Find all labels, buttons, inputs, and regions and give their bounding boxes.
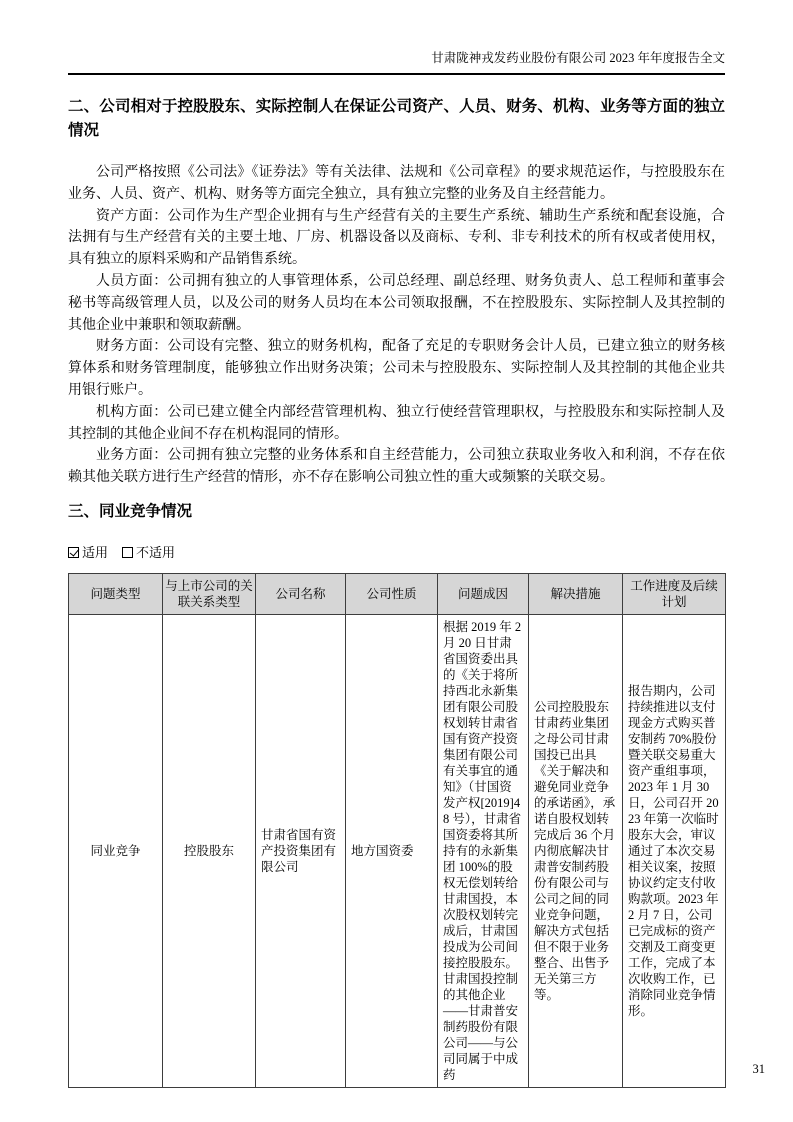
table-row	[69, 614, 726, 1087]
col-header-company-name: 公司名称	[256, 573, 346, 614]
col-header-solution: 解决措施	[529, 573, 623, 614]
col-header-relationship-type: 与上市公司的关联关系类型	[163, 573, 256, 614]
col-header-issue-type: 问题类型	[69, 573, 163, 614]
cell-company-name: 甘肃省国有资产投资集团有限公司	[256, 614, 346, 1087]
independence-paragraphs	[68, 162, 725, 489]
cell-issue-type: 同业竞争	[69, 614, 163, 1087]
table-header-row	[69, 573, 726, 614]
running-header: 甘肃陇神戎发药业股份有限公司 2023 年年度报告全文	[68, 50, 725, 75]
cell-company-nature: 地方国资委	[346, 614, 438, 1087]
col-header-company-nature: 公司性质	[346, 573, 438, 614]
section-heading-independence: 二、公司相对于控股股东、实际控制人在保证公司资产、人员、财务、机构、业务等方面的独立情况	[68, 98, 725, 139]
applicability-row	[68, 545, 725, 560]
cell-progress-plan: 报告期内，公司持续推进以支付现金方式购买普安制药 70%股份暨关联交易重大资产重组事项，2023 年 1 月 30 日，公司召开 2023 年第一次临时股东大会，审议通过了本次交易相关议案，按照协议约定支付收购款项。2023 年 2 月 7 日，公司已完成标的资产交割及工商变更工作，完成了本次收购工作，已消除同业竞争情形。	[623, 614, 726, 1087]
cell-relationship-type: 控股股东	[163, 614, 256, 1087]
section-heading-competition: 三、同业竞争情况	[68, 502, 193, 520]
paragraph-business: 业务方面：公司拥有独立完整的业务体系和自主经营能力，公司独立获取业务收入和利润，不存在依赖其他关联方进行生产经营的情形，亦不存在影响公司独立性的重大或频繁的关联交易。	[68, 448, 725, 486]
applicable-label: 适用	[82, 544, 109, 560]
not-applicable-option	[122, 545, 175, 560]
paragraph-assets: 资产方面：公司作为生产型企业拥有与生产经营有关的主要生产系统、辅助生产系统和配套设施，合法拥有与生产经营有关的主要土地、厂房、机器设备以及商标、专利、非专利技术的所有权或者使用权，具有独立的原料采购和产品销售系统。	[68, 208, 725, 268]
col-header-progress-plan: 工作进度及后续计划	[623, 573, 726, 614]
page-number: 31	[752, 1062, 765, 1076]
not-applicable-label: 不适用	[136, 544, 176, 560]
paragraph-personnel: 人员方面：公司拥有独立的人事管理体系，公司总经理、副总经理、财务负责人、总工程师和董事会秘书等高级管理人员，以及公司的财务人员均在本公司领取报酬，不在控股股东、实际控制人及其控制的其他企业中兼职和领取薪酬。	[68, 273, 725, 333]
checked-checkbox-icon	[68, 547, 79, 558]
competition-table	[68, 573, 726, 1088]
cell-solution: 公司控股股东甘肃药业集团之母公司甘肃国投已出具《关于解决和避免同业竞争的承诺函》，承诺自股权划转完成后 36 个月内彻底解决甘肃普安制药股份有限公司与公司之间的同业竞争问题，解决方式包括但不限于业务整合、出售予无关第三方等。	[529, 614, 623, 1087]
paragraph-organization: 机构方面：公司已建立健全内部经营管理机构、独立行使经营管理职权，与控股股东和实际控制人及其控制的其他企业间不存在机构混同的情形。	[68, 404, 725, 442]
paragraph-overview: 公司严格按照《公司法》《证券法》等有关法律、法规和《公司章程》的要求规范运作，与控股股东在业务、人员、资产、机构、财务等方面完全独立，具有独立完整的业务及自主经营能力。	[68, 165, 725, 202]
unchecked-checkbox-icon	[122, 547, 133, 558]
paragraph-finance: 财务方面：公司设有完整、独立的财务机构，配备了充足的专职财务会计人员，已建立独立的财务核算体系和财务管理制度，能够独立作出财务决策；公司未与控股股东、实际控制人及其控制的其他企业共用银行账户。	[68, 339, 725, 398]
applicable-option	[68, 545, 108, 560]
col-header-issue-cause: 问题成因	[438, 573, 529, 614]
cell-issue-cause: 根据 2019 年 2 月 20 日甘肃省国资委出具的《关于将所持西北永新集团有限公司股权划转甘肃省国有资产投资集团有限公司有关事宜的通知》（甘国资发产权[2019]48 号），甘肃省国资委将其所持有的永新集团 100%的股权无偿划转给甘肃国投，本次股权划转完成后，甘肃国投成为公司间接控股股东。甘肃国投控制的其他企业——甘肃普安制药股份有限公司——与公司同属于中成药	[438, 614, 529, 1087]
